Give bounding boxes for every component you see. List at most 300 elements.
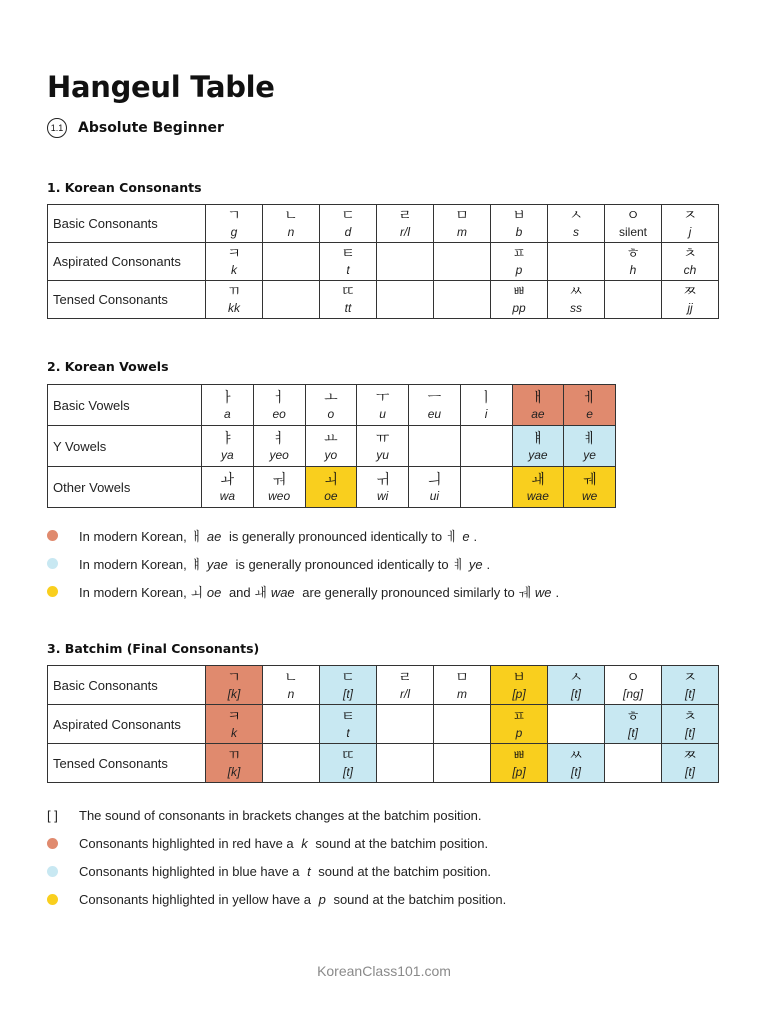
hangeul-inline: ㅚ bbox=[190, 585, 203, 601]
hangeul-letter: ㄹ bbox=[398, 669, 412, 686]
note-fragment: Consonants highlighted in yellow have a bbox=[79, 891, 315, 907]
table-cell bbox=[263, 243, 320, 281]
table-cell bbox=[377, 205, 434, 243]
romanization-inline: p bbox=[318, 891, 326, 907]
yellow-dot-icon bbox=[47, 894, 58, 905]
hangeul-letter: ㅕ bbox=[272, 430, 286, 447]
note-fragment: . bbox=[555, 584, 560, 600]
note-item bbox=[47, 857, 506, 885]
note-item bbox=[47, 801, 506, 829]
table-cell bbox=[434, 243, 491, 281]
table-cell bbox=[253, 467, 305, 508]
letter-cell bbox=[206, 671, 262, 700]
table-cell bbox=[491, 705, 548, 744]
level-badge: 1.1 bbox=[47, 118, 67, 138]
romanization-inline: k bbox=[301, 835, 308, 851]
table-cell bbox=[263, 705, 320, 744]
table-cell bbox=[548, 243, 605, 281]
letter-cell bbox=[377, 209, 433, 238]
letter-cell bbox=[662, 247, 718, 276]
blue-dot-icon bbox=[47, 558, 58, 569]
table-cell bbox=[434, 281, 491, 319]
romanization: yu bbox=[376, 447, 389, 462]
letter-cell bbox=[513, 473, 564, 502]
romanization: we bbox=[581, 488, 598, 503]
hangeul-inline: ㅖ bbox=[452, 557, 465, 573]
romanization-inline: ye bbox=[468, 556, 483, 572]
romanization: a bbox=[224, 406, 231, 421]
note-fragment: sound at the batchim position. bbox=[314, 863, 492, 879]
hangeul-letter: ㅡ bbox=[427, 389, 442, 406]
romanization: b bbox=[515, 225, 523, 239]
romanization: r/l bbox=[400, 225, 410, 239]
romanization: k bbox=[231, 263, 237, 277]
romanization: [t] bbox=[342, 686, 353, 701]
hangeul-letter: ㅏ bbox=[220, 389, 235, 406]
note-fragment: and bbox=[225, 584, 255, 600]
romanization: wae bbox=[526, 488, 549, 503]
romanization: s bbox=[573, 225, 579, 239]
table-cell bbox=[202, 385, 254, 426]
hangeul-letter: ㅃ bbox=[512, 284, 526, 300]
letter-cell bbox=[548, 671, 604, 700]
romanization: wi bbox=[376, 488, 389, 503]
hangeul-inline: ㅐ bbox=[190, 529, 203, 545]
romanization-inline: oe bbox=[206, 584, 222, 600]
hangeul-inline: ㅙ bbox=[254, 585, 267, 601]
table-row bbox=[48, 467, 616, 508]
note-fragment: . bbox=[486, 556, 491, 572]
romanization: kk bbox=[228, 301, 240, 315]
romanization: h bbox=[629, 263, 637, 277]
romanization: ss bbox=[570, 301, 582, 315]
table-cell bbox=[206, 243, 263, 281]
hangeul-inline: ㅞ bbox=[518, 585, 531, 601]
table-cell bbox=[320, 705, 377, 744]
bracket-marker: [ ] bbox=[47, 807, 58, 823]
letter-cell bbox=[320, 247, 376, 276]
romanization: yae bbox=[528, 447, 548, 462]
letter-cell bbox=[548, 285, 604, 314]
consonants-table bbox=[47, 204, 719, 319]
table-cell bbox=[512, 426, 564, 467]
romanization-inline: yae bbox=[206, 556, 228, 572]
letter-cell bbox=[206, 285, 262, 314]
letter-cell bbox=[605, 710, 661, 739]
table-row bbox=[48, 205, 719, 243]
vowels-heading: 2. Korean Vowels bbox=[47, 359, 169, 374]
table-cell bbox=[253, 426, 305, 467]
hangeul-letter: ㅔ bbox=[582, 389, 597, 406]
letter-cell bbox=[357, 391, 408, 420]
letter-cell bbox=[491, 209, 547, 238]
hangeul-letter: ㅞ bbox=[582, 471, 597, 488]
hangeul-letter: ㅋ bbox=[227, 246, 241, 262]
table-row bbox=[48, 385, 616, 426]
yellow-dot-icon bbox=[47, 586, 58, 597]
note-fragment: In modern Korean, bbox=[79, 584, 191, 600]
table-cell bbox=[662, 205, 719, 243]
romanization: tt bbox=[344, 301, 352, 315]
table-cell bbox=[491, 744, 548, 783]
hangeul-letter: ㄷ bbox=[341, 208, 355, 224]
table-cell bbox=[320, 243, 377, 281]
romanization: weo bbox=[268, 488, 291, 503]
romanization: ya bbox=[221, 447, 234, 462]
table-cell bbox=[491, 281, 548, 319]
note-fragment: Consonants highlighted in red have a bbox=[79, 835, 298, 851]
note-fragment: Consonants highlighted in blue have a bbox=[79, 863, 304, 879]
table-cell bbox=[305, 385, 357, 426]
table-cell bbox=[434, 666, 491, 705]
note-fragment: are generally pronounced similarly to bbox=[298, 584, 519, 600]
romanization-inline: t bbox=[307, 863, 311, 879]
hangeul-letter: ㅈ bbox=[683, 208, 697, 224]
table-cell bbox=[206, 666, 263, 705]
table-cell bbox=[564, 467, 616, 508]
note-item bbox=[47, 829, 506, 857]
note-text bbox=[79, 836, 488, 851]
hangeul-letter: ㅛ bbox=[324, 430, 338, 447]
hangeul-inline: ㅔ bbox=[445, 529, 459, 545]
table-cell bbox=[662, 705, 719, 744]
romanization: m bbox=[457, 225, 467, 239]
romanization: d bbox=[344, 225, 352, 239]
romanization: t bbox=[346, 725, 350, 740]
table-cell bbox=[460, 467, 512, 508]
note-fragment: . bbox=[473, 528, 478, 544]
letter-cell bbox=[254, 473, 305, 502]
letter-cell bbox=[206, 749, 262, 778]
romanization: ae bbox=[531, 406, 545, 421]
letter-cell bbox=[357, 473, 408, 502]
letter-cell bbox=[202, 391, 253, 420]
hangeul-letter: ㅌ bbox=[341, 708, 355, 725]
romanization-inline: we bbox=[534, 584, 552, 600]
table-cell bbox=[253, 385, 305, 426]
hangeul-letter: ㅎ bbox=[626, 246, 640, 262]
footer-site-link[interactable]: KoreanClass101.com bbox=[317, 963, 451, 979]
table-cell bbox=[491, 243, 548, 281]
table-cell bbox=[409, 426, 461, 467]
row-label: Basic Vowels bbox=[48, 385, 202, 426]
letter-cell bbox=[320, 671, 376, 700]
romanization: n bbox=[287, 225, 295, 239]
table-cell bbox=[548, 744, 605, 783]
table-cell bbox=[434, 705, 491, 744]
table-cell bbox=[662, 243, 719, 281]
letter-cell bbox=[513, 432, 564, 461]
hangeul-letter: ㅣ bbox=[479, 389, 493, 406]
romanization: oe bbox=[324, 488, 338, 503]
table-cell bbox=[377, 705, 434, 744]
table-cell bbox=[320, 744, 377, 783]
batchim-heading: 3. Batchim (Final Consonants) bbox=[47, 641, 260, 656]
table-cell bbox=[357, 467, 409, 508]
note-text bbox=[79, 582, 559, 601]
hangeul-letter: ㄸ bbox=[341, 284, 355, 300]
table-cell bbox=[548, 281, 605, 319]
table-cell bbox=[263, 744, 320, 783]
red-dot-icon bbox=[47, 530, 58, 541]
romanization: [k] bbox=[227, 686, 241, 701]
hangeul-letter: ㅟ bbox=[375, 471, 390, 488]
letter-cell bbox=[662, 749, 718, 778]
table-cell bbox=[512, 467, 564, 508]
note-fragment: sound at the batchim position. bbox=[329, 891, 507, 907]
row-label: Other Vowels bbox=[48, 467, 202, 508]
letter-cell bbox=[202, 473, 253, 502]
hangeul-letter: ㅊ bbox=[683, 708, 697, 725]
table-cell bbox=[548, 705, 605, 744]
hangeul-letter: ㅁ bbox=[455, 669, 469, 686]
romanization: pp bbox=[512, 301, 526, 315]
romanization-inline: wae bbox=[270, 584, 295, 600]
hangeul-letter: ㅇ bbox=[626, 208, 640, 224]
table-cell bbox=[605, 744, 662, 783]
table-cell bbox=[320, 666, 377, 705]
romanization: e bbox=[586, 406, 593, 421]
letter-cell bbox=[564, 432, 615, 461]
romanization: [t] bbox=[342, 764, 353, 779]
romanization: ye bbox=[583, 447, 596, 462]
romanization: ch bbox=[683, 263, 697, 277]
table-cell bbox=[434, 744, 491, 783]
table-row bbox=[48, 243, 719, 281]
hangeul-letter: ㄱ bbox=[227, 208, 241, 224]
hangeul-letter: ㅉ bbox=[683, 284, 697, 300]
letter-cell bbox=[254, 432, 305, 461]
table-cell bbox=[605, 243, 662, 281]
table-cell bbox=[512, 385, 564, 426]
table-row bbox=[48, 281, 719, 319]
hangeul-letter: ㄸ bbox=[341, 747, 355, 764]
romanization: eo bbox=[272, 406, 286, 421]
row-label: Basic Consonants bbox=[48, 205, 206, 243]
hangeul-letter: ㅅ bbox=[569, 669, 583, 686]
hangeul-letter: ㅍ bbox=[512, 708, 526, 725]
table-cell bbox=[202, 426, 254, 467]
red-dot-icon bbox=[47, 838, 58, 849]
hangeul-letter: ㅉ bbox=[683, 747, 697, 764]
romanization: o bbox=[327, 406, 335, 421]
hangeul-letter: ㄲ bbox=[227, 747, 241, 764]
letter-cell bbox=[662, 671, 718, 700]
letter-cell bbox=[662, 710, 718, 739]
blue-dot-icon bbox=[47, 866, 58, 877]
table-cell bbox=[305, 426, 357, 467]
hangeul-letter: ㅇ bbox=[626, 669, 640, 686]
romanization: j bbox=[688, 225, 692, 239]
table-cell bbox=[662, 666, 719, 705]
romanization: m bbox=[457, 686, 467, 701]
table-cell bbox=[662, 744, 719, 783]
note-text bbox=[79, 554, 490, 573]
consonants-heading: 1. Korean Consonants bbox=[47, 180, 202, 195]
romanization: [ng] bbox=[622, 686, 643, 701]
table-cell bbox=[434, 205, 491, 243]
romanization: [p] bbox=[512, 686, 526, 701]
note-item bbox=[47, 577, 559, 605]
letter-cell bbox=[513, 391, 564, 420]
batchim-notes bbox=[47, 801, 506, 913]
table-cell bbox=[409, 467, 461, 508]
note-fragment: sound at the batchim position. bbox=[311, 835, 489, 851]
hangeul-letter: ㅂ bbox=[512, 669, 526, 686]
table-cell bbox=[206, 705, 263, 744]
table-cell bbox=[206, 205, 263, 243]
romanization: [t] bbox=[627, 725, 638, 740]
letter-cell bbox=[320, 285, 376, 314]
letter-cell bbox=[434, 671, 490, 700]
letter-cell bbox=[263, 209, 319, 238]
table-cell bbox=[605, 705, 662, 744]
hangeul-letter: ㅐ bbox=[531, 389, 545, 406]
letter-cell bbox=[491, 247, 547, 276]
romanization: yeo bbox=[269, 447, 289, 462]
note-item bbox=[47, 549, 559, 577]
hangeul-letter: ㅋ bbox=[227, 708, 241, 725]
romanization: p bbox=[515, 263, 523, 277]
letter-cell bbox=[206, 247, 262, 276]
letter-cell bbox=[202, 432, 253, 461]
letter-cell bbox=[254, 391, 305, 420]
letter-cell bbox=[461, 391, 512, 420]
row-label: Tensed Consonants bbox=[48, 281, 206, 319]
table-cell bbox=[548, 666, 605, 705]
letter-cell bbox=[206, 710, 262, 739]
hangeul-letter: ㄹ bbox=[398, 208, 412, 224]
hangeul-letter: ㅙ bbox=[531, 471, 545, 488]
hangeul-letter: ㅍ bbox=[512, 246, 526, 262]
romanization: t bbox=[346, 263, 350, 277]
table-row bbox=[48, 426, 616, 467]
table-cell bbox=[605, 666, 662, 705]
hangeul-letter: ㅘ bbox=[220, 471, 235, 488]
hangeul-letter: ㄲ bbox=[227, 284, 241, 300]
table-cell bbox=[263, 281, 320, 319]
romanization: jj bbox=[687, 301, 693, 315]
hangeul-letter: ㅆ bbox=[569, 284, 583, 300]
table-cell bbox=[460, 426, 512, 467]
letter-cell bbox=[306, 473, 357, 502]
table-cell bbox=[564, 426, 616, 467]
table-row bbox=[48, 705, 719, 744]
table-row bbox=[48, 744, 719, 783]
romanization: p bbox=[515, 725, 523, 740]
letter-cell bbox=[409, 473, 460, 502]
hangeul-letter: ㅚ bbox=[324, 471, 338, 488]
letter-cell bbox=[548, 749, 604, 778]
note-text bbox=[79, 864, 491, 879]
hangeul-letter: ㅅ bbox=[569, 208, 583, 224]
hangeul-letter: ㅜ bbox=[375, 389, 390, 406]
level-indicator bbox=[47, 117, 224, 139]
table-cell bbox=[605, 281, 662, 319]
romanization: r/l bbox=[400, 686, 410, 701]
romanization-inline: ae bbox=[206, 528, 222, 544]
level-label: Absolute Beginner bbox=[78, 120, 224, 136]
row-label: Tensed Consonants bbox=[48, 744, 206, 783]
romanization: [t] bbox=[684, 686, 695, 701]
note-text bbox=[79, 808, 482, 823]
vowels-table bbox=[47, 384, 616, 508]
letter-cell bbox=[320, 209, 376, 238]
letter-cell bbox=[491, 749, 547, 778]
table-cell bbox=[357, 385, 409, 426]
romanization: n bbox=[287, 686, 295, 701]
romanization: [t] bbox=[570, 686, 581, 701]
table-cell bbox=[377, 744, 434, 783]
note-fragment: In modern Korean, bbox=[79, 556, 191, 572]
hangeul-letter: ㅖ bbox=[582, 430, 597, 447]
letter-cell bbox=[306, 391, 357, 420]
romanization: eu bbox=[427, 406, 442, 421]
hangeul-letter: ㄴ bbox=[284, 669, 298, 686]
letter-cell bbox=[548, 209, 604, 238]
hangeul-letter: ㄱ bbox=[227, 669, 241, 686]
row-label: Aspirated Consonants bbox=[48, 243, 206, 281]
note-fragment: The sound of consonants in brackets changes at the batchim position. bbox=[79, 807, 482, 823]
romanization: [k] bbox=[227, 764, 241, 779]
romanization: u bbox=[379, 406, 386, 421]
hangeul-letter: ㄴ bbox=[284, 208, 298, 224]
hangeul-letter: ㅢ bbox=[427, 471, 442, 488]
letter-cell bbox=[434, 209, 490, 238]
letter-cell bbox=[357, 432, 408, 461]
table-cell bbox=[605, 205, 662, 243]
table-cell bbox=[662, 281, 719, 319]
row-label: Basic Consonants bbox=[48, 666, 206, 705]
hangeul-letter: ㅒ bbox=[531, 430, 545, 447]
table-cell bbox=[377, 281, 434, 319]
table-cell bbox=[320, 205, 377, 243]
hangeul-letter: ㅆ bbox=[569, 747, 583, 764]
letter-cell bbox=[662, 209, 718, 238]
hangeul-letter: ㅠ bbox=[375, 430, 390, 447]
table-cell bbox=[263, 666, 320, 705]
table-cell bbox=[377, 243, 434, 281]
letter-cell bbox=[377, 671, 433, 700]
romanization: [t] bbox=[684, 764, 695, 779]
vowel-notes bbox=[47, 521, 559, 605]
letter-cell bbox=[605, 247, 661, 276]
note-text bbox=[79, 526, 477, 545]
table-cell bbox=[206, 744, 263, 783]
romanization: [p] bbox=[512, 764, 526, 779]
hangeul-letter: ㅓ bbox=[272, 389, 286, 406]
note-fragment: is generally pronounced identically to bbox=[225, 528, 446, 544]
hangeul-letter: ㅎ bbox=[626, 708, 640, 725]
hangeul-letter: ㅌ bbox=[341, 246, 355, 262]
romanization-inline: e bbox=[462, 528, 470, 544]
table-cell bbox=[460, 385, 512, 426]
letter-cell bbox=[491, 285, 547, 314]
table-cell bbox=[491, 666, 548, 705]
hangeul-letter: ㅈ bbox=[683, 669, 697, 686]
letter-cell bbox=[206, 209, 262, 238]
letter-cell bbox=[605, 671, 661, 700]
table-row bbox=[48, 666, 719, 705]
hangeul-letter: ㅂ bbox=[512, 208, 526, 224]
table-cell bbox=[377, 666, 434, 705]
table-cell bbox=[263, 205, 320, 243]
romanization: yo bbox=[324, 447, 338, 462]
romanization: k bbox=[231, 725, 237, 740]
hangeul-letter: ㅗ bbox=[324, 389, 338, 406]
row-label: Aspirated Consonants bbox=[48, 705, 206, 744]
letter-cell bbox=[605, 209, 661, 238]
